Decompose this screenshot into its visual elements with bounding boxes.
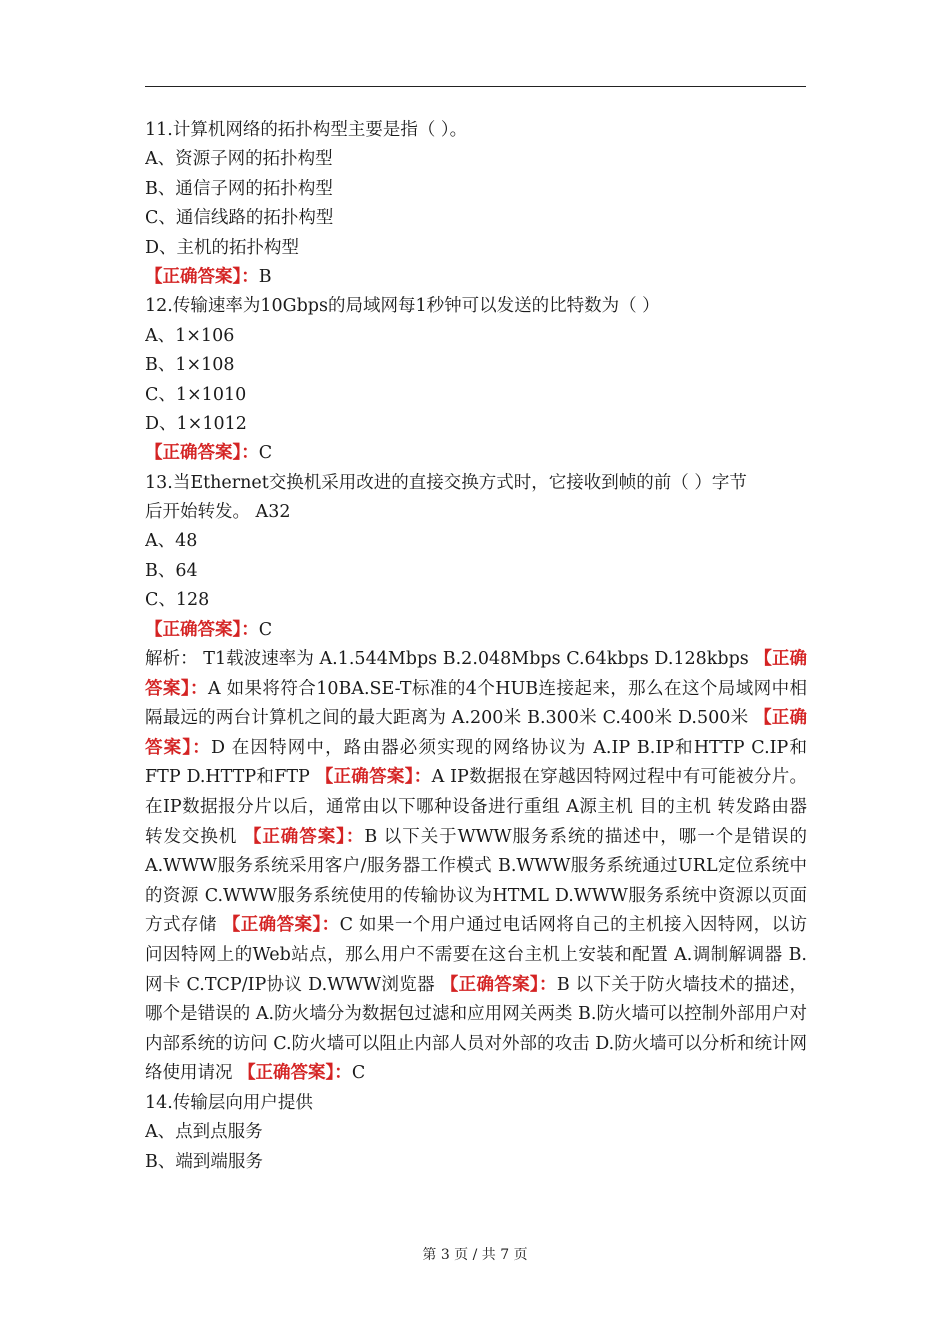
answer-label: 【正确答案】： <box>243 826 365 847</box>
answer-label: 【正确答案】： <box>145 266 259 287</box>
q12-option-b: B、1×108 <box>145 355 235 376</box>
answer-label: 【正确答案】： <box>145 443 259 464</box>
answer-value: C <box>258 619 273 640</box>
q14-stem: 14.传输层向用户提供 <box>145 1092 313 1113</box>
answer-label: 【正确答案】： <box>222 915 340 936</box>
analysis-text: A IP数据报在穿越因特网过程中有可能被分片。在IP数据报分片以后，通常由以下哪种设备进行重组 A源主机 目的主机 转发路由器 转发交换机 <box>145 767 808 847</box>
q13-option-c: C、128 <box>145 590 210 611</box>
analysis-paragraph <box>145 645 807 1089</box>
answer-label: 【正确答案】： <box>145 619 259 640</box>
analysis-text: D 在因特网中，路由器必须实现的网络协议为 A.IP B.IP和HTTP C.IP和FTP D.HTTP和FTP <box>145 737 807 788</box>
q13-stem-line1: 13.当Ethernet交换机采用改进的直接交换方式时，它接收到帧的前（ ）字节 <box>145 472 747 493</box>
answer-label: 【正确答案】： <box>145 708 808 758</box>
analysis-text: 解析： T1载波速率为 A.1.544Mbps B.2.048Mbps C.64kbps D.128kbps <box>145 649 755 670</box>
answer-value: B <box>258 266 272 287</box>
analysis-text: C 如果一个用户通过电话网将自己的主机接入因特网，以访问因特网上的Web站点，那么用户不需要在这台主机上安装和配置 A.调制解调器 B.网卡 C.TCP/IP协议 D.WWW浏览器 <box>145 915 808 995</box>
q11-answer <box>145 263 807 292</box>
q12-answer <box>145 439 807 468</box>
q11-option-b: B、通信子网的拓扑构型 <box>145 178 333 199</box>
page-body <box>145 116 807 1177</box>
analysis-text: B 以下关于WWW服务系统的描述中，哪一个是错误的 A.WWW服务系统采用客户/服务器工作模式 B.WWW服务系统通过URL定位系统中的资源 C.WWW服务系统使用的传输协议为HTML D.WWW服务系统中资源以页面方式存储 <box>145 826 808 936</box>
q12-option-c: C、1×1010 <box>145 384 247 405</box>
answer-value: C <box>258 443 273 464</box>
q12-stem: 12.传输速率为10Gbps的局域网每1秒钟可以发送的比特数为（ ） <box>145 296 660 317</box>
analysis-text: C <box>351 1063 366 1084</box>
q13-option-b: B、64 <box>145 560 198 581</box>
analysis-text: A 如果将符合10BA.SE-T标准的4个HUB连接起来，那么在这个局域网中相隔最远的两台计算机之间的最大距离为 A.200米 B.300米 C.400米 D.500米 <box>145 678 807 729</box>
q14-option-b: B、端到端服务 <box>145 1151 263 1172</box>
q13-option-a: A、48 <box>145 531 198 552</box>
answer-label: 【正确答案】： <box>145 649 808 699</box>
q12-option-a: A、1×106 <box>145 325 235 346</box>
header-rule <box>145 86 806 87</box>
answer-label: 【正确答案】： <box>440 974 557 995</box>
q14-option-a: A、点到点服务 <box>145 1122 263 1143</box>
analysis-text: B 以下关于防火墙技术的描述，哪个是错误的 A.防火墙分为数据包过滤和应用网关两类 B.防火墙可以控制外部用户对内部系统的访问 C.防火墙可以阻止内部人员对外部的攻击 D.防火墙可以分析和统计网络使用请况 <box>145 974 808 1084</box>
q11-stem: 11.计算机网络的拓扑构型主要是指（ ）。 <box>145 120 468 140</box>
answer-label: 【正确答案】： <box>315 767 432 788</box>
q11-option-c: C、通信线路的拓扑构型 <box>145 208 334 229</box>
answer-label: 【正确答案】： <box>238 1063 352 1084</box>
q13-answer <box>145 616 807 645</box>
q12-option-d: D、1×1012 <box>145 413 247 434</box>
q13-stem-line2: 后开始转发。 A32 <box>145 502 291 523</box>
q11-option-a: A、资源子网的拓扑构型 <box>145 149 333 170</box>
q11-option-d: D、主机的拓扑构型 <box>145 237 300 258</box>
page-footer: 第 3 页 / 共 7 页 <box>422 1247 528 1263</box>
